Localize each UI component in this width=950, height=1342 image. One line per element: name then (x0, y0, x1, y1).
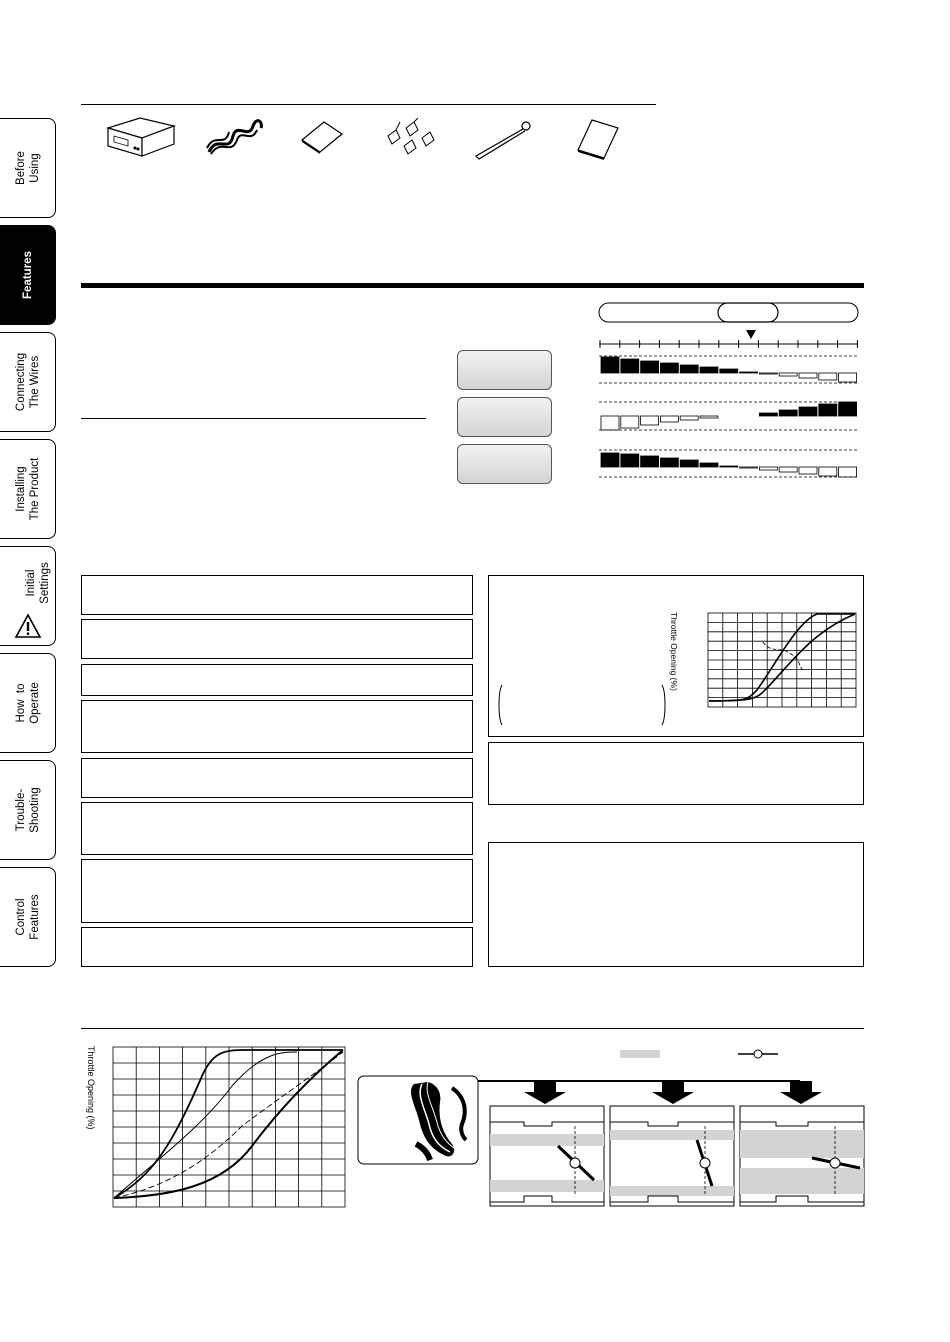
level-bar (700, 416, 718, 418)
level-bar (641, 361, 659, 373)
level-bar (819, 467, 837, 476)
tab-control-features[interactable] (0, 867, 56, 967)
level-bar (700, 367, 718, 373)
tab-label: Installing The Product (14, 457, 41, 521)
level-bar (839, 373, 857, 382)
level-bar (759, 413, 777, 416)
feature-box-8 (81, 927, 473, 967)
mode-button-3[interactable] (457, 444, 552, 484)
level-bar (720, 369, 738, 373)
mode-selector-highlight (718, 303, 778, 322)
section-rule (81, 283, 864, 288)
tab-features[interactable] (0, 225, 56, 325)
tab-connecting-the-wires[interactable] (0, 332, 56, 432)
tab-label: Features (21, 251, 34, 299)
level-bar (740, 467, 758, 468)
throttle-graph-box (488, 575, 864, 737)
level-bar (839, 467, 857, 477)
sub-rule (81, 418, 426, 419)
legend-shade-swatch (620, 1050, 660, 1058)
level-bar (641, 416, 659, 425)
top-rule (81, 104, 656, 105)
arrow-down-icon (524, 1081, 566, 1104)
level-bar (779, 373, 797, 376)
level-bar (799, 467, 817, 474)
feature-box-5 (81, 758, 473, 798)
feature-box-3 (81, 664, 473, 696)
level-bar (680, 365, 698, 373)
level-bar (759, 373, 777, 374)
level-bar (660, 458, 678, 467)
level-bar (759, 467, 777, 470)
valve-panel-2 (610, 1106, 734, 1206)
level-bar (799, 407, 817, 416)
throttle-valve-diagrams (356, 1044, 866, 1210)
small-throttle-graph (707, 612, 857, 708)
control-unit-illustration (100, 112, 180, 162)
mode-button-1[interactable] (457, 350, 552, 390)
bracket-left (497, 684, 503, 726)
feature-box-1 (81, 575, 473, 615)
manual-illustration (574, 116, 622, 162)
feature-box-4 (81, 700, 473, 753)
feature-box-6 (81, 802, 473, 855)
small-graph-axis-label: Throttle Opening (%) (669, 612, 679, 691)
level-bar (779, 467, 797, 472)
level-bar (720, 466, 738, 467)
level-bar (621, 454, 639, 467)
level-bar (660, 416, 678, 422)
level-bar (700, 463, 718, 467)
clips-illustration (382, 116, 440, 160)
tab-label: Initial Settings (25, 562, 51, 604)
level-bar (819, 404, 837, 416)
bottom-rule (81, 1028, 864, 1029)
level-bar (819, 373, 837, 380)
level-bar (779, 410, 797, 416)
tab-installing-the-product[interactable] (0, 439, 56, 539)
tab-label: Control Features (14, 894, 41, 940)
info-box-right-1 (488, 742, 864, 805)
level-bar (680, 460, 698, 467)
arrow-down-icon (780, 1081, 822, 1104)
bracket-right (661, 684, 667, 726)
tab-label: Trouble- Shooting (14, 787, 41, 833)
info-box-right-2 (488, 842, 864, 967)
valve-panel-1 (490, 1106, 604, 1206)
level-bar (621, 416, 639, 428)
pad-illustration (298, 116, 346, 156)
warning-triangle-icon (14, 613, 42, 639)
tab-initial-settings[interactable] (0, 546, 56, 646)
feature-box-7 (81, 859, 473, 923)
cable-tie-illustration (470, 118, 534, 162)
mode-button-2[interactable] (457, 397, 552, 437)
level-bar (680, 416, 698, 420)
tab-label: Connecting The Wires (14, 352, 41, 412)
valve-panel-3 (740, 1106, 864, 1206)
tab-label: How to Operate (14, 682, 41, 724)
level-bar (601, 416, 619, 430)
feature-box-2 (81, 619, 473, 659)
level-bar (601, 453, 619, 467)
tab-trouble-shooting[interactable] (0, 760, 56, 860)
level-display-graphic (596, 300, 862, 484)
level-bar (601, 357, 619, 373)
level-bar (660, 363, 678, 373)
legend-valve-icon (754, 1050, 762, 1058)
tab-label: Before Using (14, 151, 41, 185)
tab-how-to-operate[interactable] (0, 653, 56, 753)
large-throttle-graph (112, 1046, 346, 1208)
level-bar (740, 372, 758, 373)
arrow-down-icon (652, 1081, 694, 1104)
wire-harness-illustration (203, 114, 267, 160)
level-bar (799, 373, 817, 378)
tab-before-using[interactable] (0, 118, 56, 218)
large-graph-axis-label: Throttle Opening (%) (86, 1046, 96, 1130)
level-bar (621, 359, 639, 373)
position-marker-icon (746, 330, 756, 339)
level-bar (641, 456, 659, 467)
level-bar (839, 402, 857, 416)
